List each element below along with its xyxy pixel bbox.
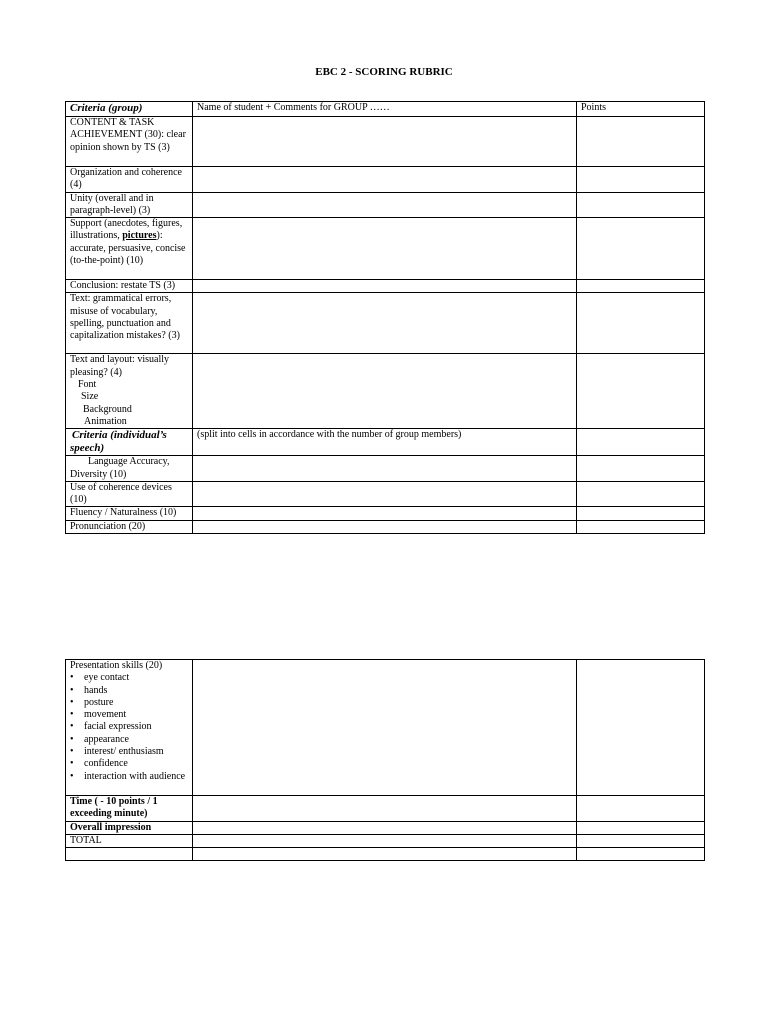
- comments-cell[interactable]: [193, 821, 577, 834]
- table-row: [66, 507, 705, 520]
- points-cell[interactable]: [577, 117, 705, 167]
- list-item: • movement: [70, 709, 188, 721]
- points-cell[interactable]: [577, 821, 705, 834]
- points-cell[interactable]: [577, 192, 705, 218]
- points-cell[interactable]: [577, 520, 705, 533]
- layout-background: Background: [83, 403, 132, 415]
- criteria-individual-label: Criteria (individual’s speech): [70, 429, 167, 455]
- comments-header: Name of student + Comments for GROUP ……: [193, 102, 577, 117]
- rubric-table-presentation: [65, 659, 705, 861]
- criterion-organization: Organization and coherence (4): [66, 167, 193, 193]
- table-row: [66, 834, 705, 847]
- criterion-support: [66, 218, 193, 280]
- support-text-b: ): accurate, persuasive, concise (to-the-point) (10): [70, 230, 186, 267]
- criteria-group-header: Criteria (group): [66, 102, 193, 117]
- layout-intro: Text and layout: visually pleasing? (4): [70, 354, 170, 378]
- points-cell[interactable]: [577, 280, 705, 293]
- list-item: • eye contact: [70, 672, 188, 684]
- criterion-conclusion: Conclusion: restate TS (3): [66, 280, 193, 293]
- table-row: [66, 481, 705, 507]
- individual-header-row: [66, 429, 705, 456]
- criterion-unity: Unity (overall and in paragraph-level) (3): [66, 192, 193, 218]
- empty-cell[interactable]: [66, 848, 193, 861]
- criteria-individual-header: [66, 429, 193, 456]
- comments-cell[interactable]: [193, 192, 577, 218]
- points-cell[interactable]: [577, 481, 705, 507]
- points-cell[interactable]: [577, 354, 705, 429]
- criterion-text-errors: Text: grammatical errors, misuse of vocabulary, spelling, punctuation and capitalization mistakes? (3): [66, 293, 193, 354]
- rubric-table-group: [65, 101, 705, 534]
- comments-cell[interactable]: [193, 796, 577, 822]
- points-header: Points: [577, 102, 705, 117]
- table-row: [66, 167, 705, 193]
- table-row: [66, 117, 705, 167]
- table-row: [66, 218, 705, 280]
- criterion-fluency: Fluency / Naturalness (10): [66, 507, 193, 520]
- table-row: [66, 821, 705, 834]
- layout-font: Font: [78, 379, 97, 391]
- comments-cell[interactable]: [193, 848, 577, 861]
- criterion-overall: Overall impression: [66, 821, 193, 834]
- list-item: • hands: [70, 685, 188, 697]
- support-text-emphasis: pictures: [122, 230, 157, 242]
- comments-cell[interactable]: [193, 520, 577, 533]
- points-cell[interactable]: [577, 796, 705, 822]
- table-header-row: [66, 102, 705, 117]
- points-cell[interactable]: [577, 167, 705, 193]
- list-item: • appearance: [70, 734, 188, 746]
- split-note: (split into cells in accordance with the number of group members): [193, 429, 577, 456]
- comments-cell[interactable]: [193, 218, 577, 280]
- comments-cell[interactable]: [193, 354, 577, 429]
- list-item: • facial expression: [70, 721, 188, 733]
- points-cell[interactable]: [577, 429, 705, 456]
- criterion-language-label: Language Accuracy, Diversity (10): [70, 456, 170, 480]
- points-cell[interactable]: [577, 218, 705, 280]
- criterion-layout: [66, 354, 193, 429]
- table-row: [66, 280, 705, 293]
- comments-cell[interactable]: [193, 507, 577, 520]
- criterion-pronunciation: Pronunciation (20): [66, 520, 193, 533]
- table-row: [66, 192, 705, 218]
- comments-cell[interactable]: [193, 167, 577, 193]
- list-item: • interest/ enthusiasm: [70, 746, 188, 758]
- layout-size: Size: [81, 391, 99, 403]
- comments-cell[interactable]: [193, 280, 577, 293]
- points-cell[interactable]: [577, 660, 705, 796]
- table-row: [66, 848, 705, 861]
- comments-cell[interactable]: [193, 456, 577, 482]
- document-title: EBC 2 - SCORING RUBRIC: [315, 66, 453, 78]
- criterion-coherence-devices: Use of coherence devices (10): [66, 481, 193, 507]
- total-label: TOTAL: [66, 834, 193, 847]
- table-row: [66, 456, 705, 482]
- comments-cell[interactable]: [193, 293, 577, 354]
- criterion-language: [66, 456, 193, 482]
- list-item: • confidence: [70, 758, 188, 770]
- criterion-presentation: [66, 660, 193, 796]
- presentation-title: Presentation skills (20): [70, 660, 163, 671]
- points-cell[interactable]: [577, 834, 705, 847]
- list-item: • posture: [70, 697, 188, 709]
- table-row: [66, 293, 705, 354]
- points-cell[interactable]: [577, 848, 705, 861]
- criterion-content: CONTENT & TASK ACHIEVEMENT (30): clear opinion shown by TS (3): [66, 117, 193, 167]
- points-cell[interactable]: [577, 507, 705, 520]
- table-row: [66, 796, 705, 822]
- presentation-list: [70, 672, 188, 783]
- layout-animation: Animation: [84, 415, 127, 427]
- points-cell[interactable]: [577, 456, 705, 482]
- comments-cell[interactable]: [193, 481, 577, 507]
- comments-cell[interactable]: [193, 117, 577, 167]
- list-item: • interaction with audience: [70, 771, 188, 783]
- table-row: [66, 660, 705, 796]
- comments-cell[interactable]: [193, 660, 577, 796]
- table-row: [66, 520, 705, 533]
- comments-cell[interactable]: [193, 834, 577, 847]
- table-row: [66, 354, 705, 429]
- criterion-time: Time ( - 10 points / 1 exceeding minute): [66, 796, 193, 822]
- points-cell[interactable]: [577, 293, 705, 354]
- support-text-a: Support (anecdotes, figures, illustrations,: [70, 218, 183, 242]
